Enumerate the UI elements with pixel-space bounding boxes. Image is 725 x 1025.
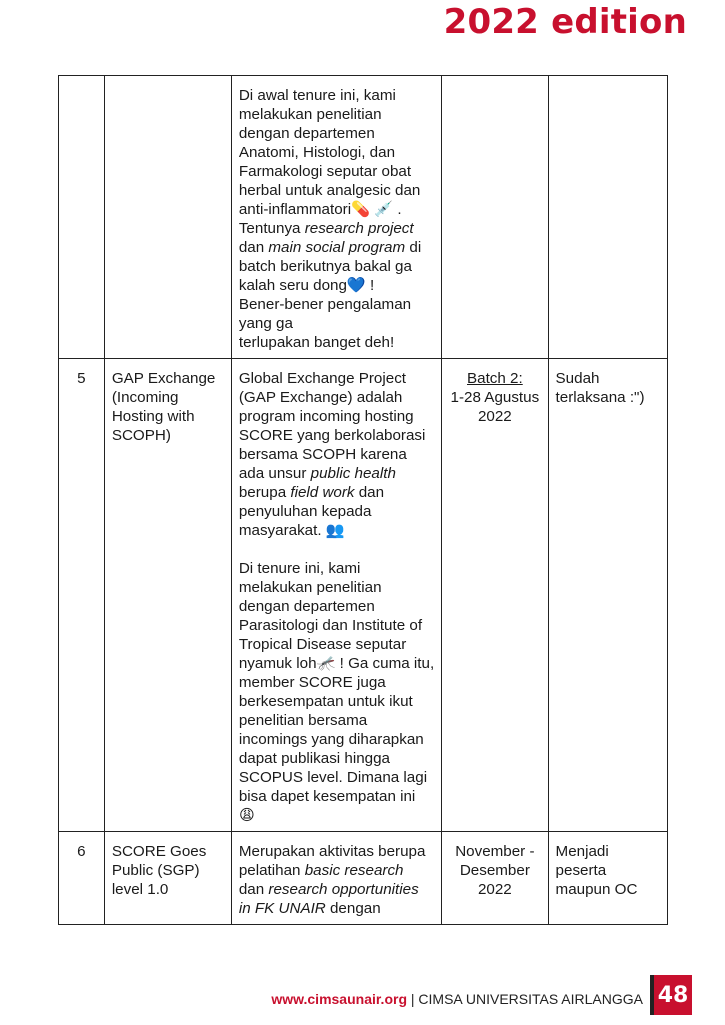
edition-title: 2022 edition bbox=[443, 2, 687, 42]
description-line: incomings yang diharapkan bbox=[238, 731, 424, 748]
row-number-cell bbox=[59, 359, 105, 832]
description-line: Bener-bener pengalaman bbox=[238, 296, 412, 313]
description-line: penelitian bersama bbox=[238, 712, 368, 729]
description-text: dengan bbox=[325, 900, 381, 917]
description-text: berupa bbox=[238, 484, 291, 501]
status-line: Sudah bbox=[555, 370, 600, 387]
program-name-line: level 1.0 bbox=[111, 881, 169, 898]
row-number: 6 bbox=[77, 843, 86, 860]
description-line bbox=[239, 219, 434, 238]
description-emphasis: public health bbox=[310, 465, 396, 482]
status-line: terlaksana :") bbox=[555, 389, 645, 406]
program-name-cell bbox=[104, 359, 231, 832]
program-table bbox=[58, 75, 668, 925]
description-line: masyarakat. 👥 bbox=[238, 522, 345, 539]
program-name-cell bbox=[104, 832, 231, 925]
description-text: dan bbox=[238, 239, 269, 256]
footer-separator: | bbox=[407, 991, 419, 1007]
program-name-line: Public (SGP) bbox=[111, 862, 200, 879]
status-line: peserta bbox=[555, 862, 607, 879]
description-emphasis: basic research bbox=[304, 862, 404, 879]
date-cell bbox=[442, 832, 548, 925]
description-line: herbal untuk analgesic dan bbox=[238, 182, 421, 199]
row-number-cell bbox=[59, 832, 105, 925]
organization-name: CIMSA UNIVERSITAS AIRLANGGA bbox=[418, 991, 643, 1007]
date-line: 2022 bbox=[477, 408, 512, 425]
program-name-line: SCOPH) bbox=[111, 427, 171, 444]
description-line: dengan departemen bbox=[238, 125, 375, 142]
page-number: 48 bbox=[650, 975, 692, 1015]
date-line: 2022 bbox=[477, 881, 512, 898]
description-emphasis: main social program bbox=[268, 239, 406, 256]
description-line: melakukan penelitian bbox=[238, 579, 382, 596]
paragraph-gap bbox=[239, 540, 434, 559]
description-line bbox=[239, 464, 434, 483]
description-line: Global Exchange Project bbox=[238, 370, 407, 387]
description-cell bbox=[231, 832, 441, 925]
description-line: SCOPUS level. Dimana lagi bbox=[238, 769, 428, 786]
description-line: member SCORE juga bbox=[238, 674, 386, 691]
description-line: Di tenure ini, kami bbox=[238, 560, 361, 577]
description-line: bersama SCOPH karena bbox=[238, 446, 407, 463]
description-line: dengan departemen bbox=[238, 598, 375, 615]
table-row bbox=[59, 359, 668, 832]
description-line bbox=[239, 238, 434, 257]
description-line: program incoming hosting bbox=[238, 408, 414, 425]
date-line: November - bbox=[455, 843, 535, 860]
description-cell bbox=[231, 359, 441, 832]
description-line: terlupakan banget deh! bbox=[238, 334, 395, 351]
date-line: Desember bbox=[459, 862, 530, 879]
description-emphasis: field work bbox=[290, 484, 355, 501]
description-text: Tentunya bbox=[238, 220, 305, 237]
description-line: batch berikutnya bakal ga bbox=[238, 258, 412, 275]
description-text: di bbox=[405, 239, 422, 256]
status-cell bbox=[548, 832, 667, 925]
description-text: pelatihan bbox=[238, 862, 305, 879]
status-line: Menjadi bbox=[555, 843, 609, 860]
description-line bbox=[239, 861, 434, 880]
table-row bbox=[59, 832, 668, 925]
description-line: nyamuk loh🦟 ! Ga cuma itu, bbox=[238, 655, 435, 672]
date-cell bbox=[442, 76, 548, 359]
description-text: dan bbox=[238, 881, 269, 898]
program-name-line: (Incoming bbox=[111, 389, 179, 406]
description-line bbox=[239, 483, 434, 502]
description-line: Anatomi, Histologi, dan bbox=[238, 144, 396, 161]
description-text: ada unsur bbox=[238, 465, 311, 482]
description-line: Merupakan aktivitas berupa bbox=[238, 843, 426, 860]
status-cell bbox=[548, 359, 667, 832]
description-line: melakukan penelitian bbox=[238, 106, 382, 123]
description-line: anti-inflammatori💊 💉 . bbox=[238, 201, 402, 218]
description-line bbox=[239, 880, 434, 899]
description-line: dapat publikasi hingga bbox=[238, 750, 390, 767]
website-link[interactable]: www.cimsaunair.org bbox=[271, 991, 407, 1007]
date-cell bbox=[442, 359, 548, 832]
date-line: 1-28 Agustus bbox=[450, 389, 540, 406]
description-emphasis: research opportunities bbox=[268, 881, 419, 898]
status-line: maupun OC bbox=[555, 881, 638, 898]
description-line: bisa dapet kesempatan ini bbox=[238, 788, 416, 805]
description-line: penyuluhan kepada bbox=[238, 503, 372, 520]
description-line: SCORE yang berkolaborasi bbox=[238, 427, 426, 444]
description-line: Di awal tenure ini, kami bbox=[238, 87, 396, 104]
footer-credit bbox=[271, 991, 643, 1007]
table-row bbox=[59, 76, 668, 359]
row-number: 5 bbox=[77, 370, 86, 387]
status-cell bbox=[548, 76, 667, 359]
description-line: berkesempatan untuk ikut bbox=[238, 693, 413, 710]
date-line: Batch 2: bbox=[467, 370, 523, 387]
row-number-cell bbox=[59, 76, 105, 359]
description-line: (GAP Exchange) adalah bbox=[238, 389, 403, 406]
description-emphasis: in FK UNAIR bbox=[238, 900, 326, 917]
description-line: 😩 bbox=[238, 807, 255, 824]
description-line: yang ga bbox=[238, 315, 293, 332]
description-line bbox=[239, 899, 434, 918]
description-line: kalah seru dong💙 ! bbox=[238, 277, 375, 294]
description-text: dan bbox=[354, 484, 385, 501]
program-name-cell bbox=[104, 76, 231, 359]
description-cell bbox=[231, 76, 441, 359]
program-name-line: SCORE Goes bbox=[111, 843, 207, 860]
program-name-line: GAP Exchange bbox=[111, 370, 216, 387]
description-line: Parasitologi dan Institute of bbox=[238, 617, 423, 634]
description-line: Tropical Disease seputar bbox=[238, 636, 407, 653]
description-line: Farmakologi seputar obat bbox=[238, 163, 412, 180]
program-name-line: Hosting with bbox=[111, 408, 195, 425]
description-emphasis: research project bbox=[304, 220, 414, 237]
